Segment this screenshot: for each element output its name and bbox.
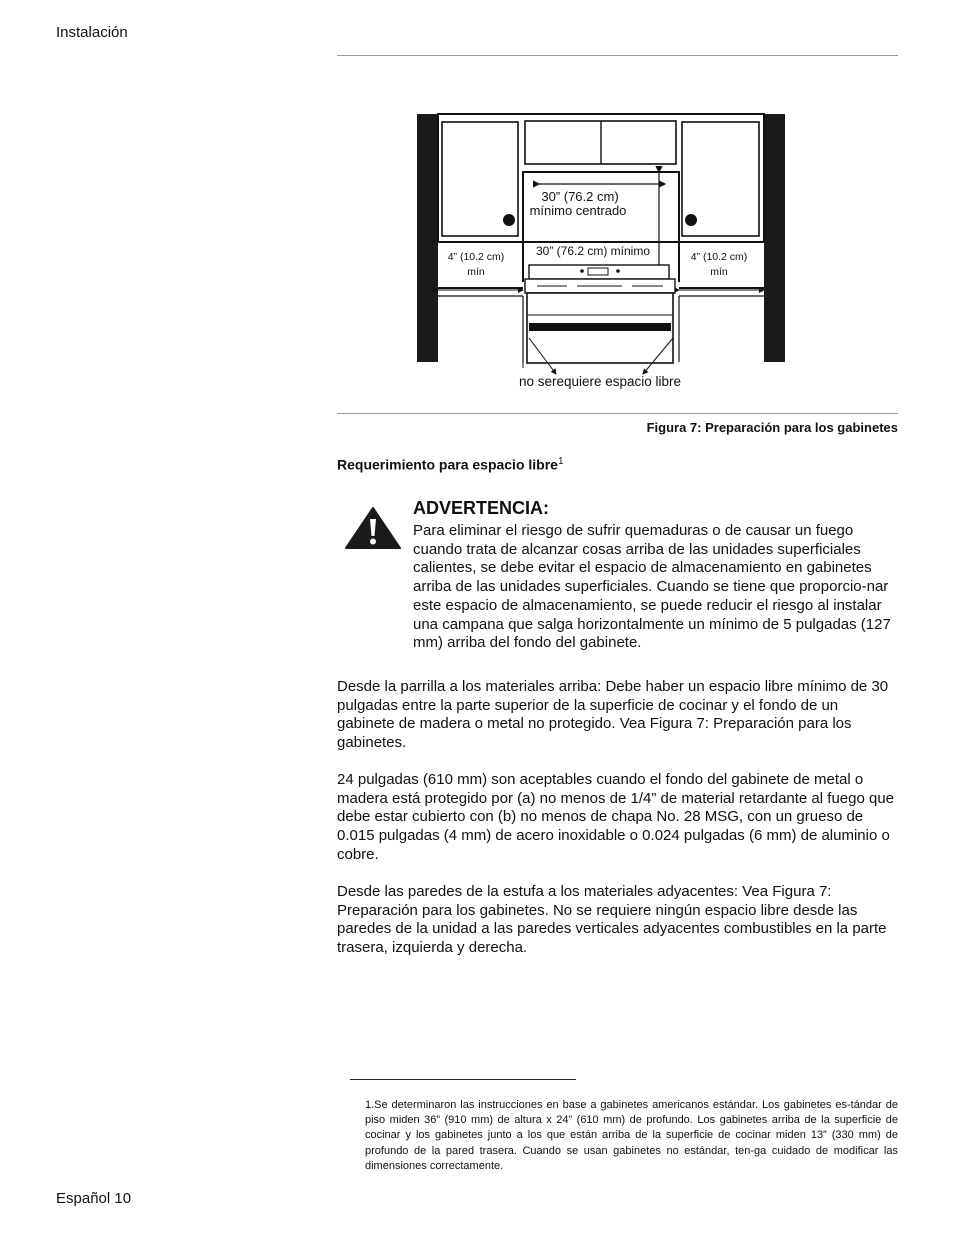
cabinet-clearance-diagram [337, 100, 898, 400]
section-heading [337, 456, 564, 473]
vertical-dim-label: 30” (76.2 cm) mínimo [535, 244, 651, 258]
left-side-label-1: 4” (10.2 cm) [447, 251, 505, 263]
footnote-reference: 1 [557, 456, 564, 467]
right-door-knob [685, 214, 697, 226]
paragraph-adjacent-walls: Desde las paredes de la estufa a los materiales adyacentes: Vea Figura 7: Preparación para los gabinetes. No se requiere ningún espacio libre desde las paredes de la unidad a las paredes verticales adyacentes combustibles en la parte trasera, izquierda y derecha. [337, 883, 887, 957]
paragraph-clearance-above: Desde la parrilla a los materiales arriba: Debe haber un espacio libre mínimo de 30 pulgadas entre la parte superior de la superficie de cocinar y el fondo de un gabinete de madera o metal no protegido. Vea Figura 7: Preparación para los gabinetes. [337, 678, 889, 752]
top-dim-label-1: 30” (76.2 cm) [541, 189, 619, 204]
footnote-text: 1.Se determinaron las instrucciones en base a gabinetes americanos estándar. Los gabinetes es-tándar de piso miden 36” (910 mm) de altura x 24” (610 mm) de profundo. Los gabinetes arriba de la superficie de cocinar y los gabinetes junto a los que están arriba de la superficie de cocinar miden 13” (330 mm) de profundo de la pared trasera. Cuando se usan gabinetes no estándar, ten-ga cuidado de modificar las dimensiones correctamente. [365, 1099, 898, 1172]
range-backguard [529, 265, 669, 279]
right-side-label-1: 4” (10.2 cm) [690, 251, 748, 263]
warning-title: ADVERTENCIA: [413, 498, 550, 518]
section-heading-text: Requerimiento para espacio libre [337, 456, 558, 473]
right-side-label-2: mín [710, 266, 728, 278]
range-oven-handle [529, 323, 671, 331]
page-number: Español 10 [56, 1190, 132, 1207]
figure-caption: Figura 7: Preparación para los gabinetes [646, 420, 898, 435]
header-section-title: Instalación [56, 24, 128, 41]
left-side-label-2: mín [467, 266, 485, 278]
paragraph-protected-cabinet: 24 pulgadas (610 mm) son aceptables cuando el fondo del gabinete de metal o madera está protegido por (a) no menos de 1/4” de material retardante al fuego que debe estar cubierto con (b) no menos de chapa No. 28 MSG, con un grueso de 0.015 pulgadas (4 mm) de acero inoxidable o 0.024 pulgadas (6 mm) de aluminio o cobre. [337, 771, 895, 863]
left-wall [417, 114, 438, 362]
right-wall [764, 114, 785, 362]
warning-text: Para eliminar el riesgo de sufrir quemaduras o de causar un fuego cuando trata de alcanzar cosas arriba de las unidades superficiales calientes, se debe evitar el espacio de almacenamiento en gabinetes arriba de las unidades superficiales. Cuando se tiene que proporcio-nar este espacio de almacenamiento, se puede reducir el riesgo al instalar una campana que salga horizontalmente un mínimo de 5 pulgadas (127 mm) arriba del fondo del gabinete. [413, 522, 891, 652]
left-door-knob [503, 214, 515, 226]
bottom-note-label: no serequiere espacio libre [518, 374, 682, 389]
figure-divider [337, 413, 898, 414]
footnote-rule [350, 1079, 576, 1080]
top-dim-label-2: mínimo centrado [529, 203, 627, 218]
warning-triangle-icon [345, 506, 401, 550]
top-divider [337, 55, 898, 56]
